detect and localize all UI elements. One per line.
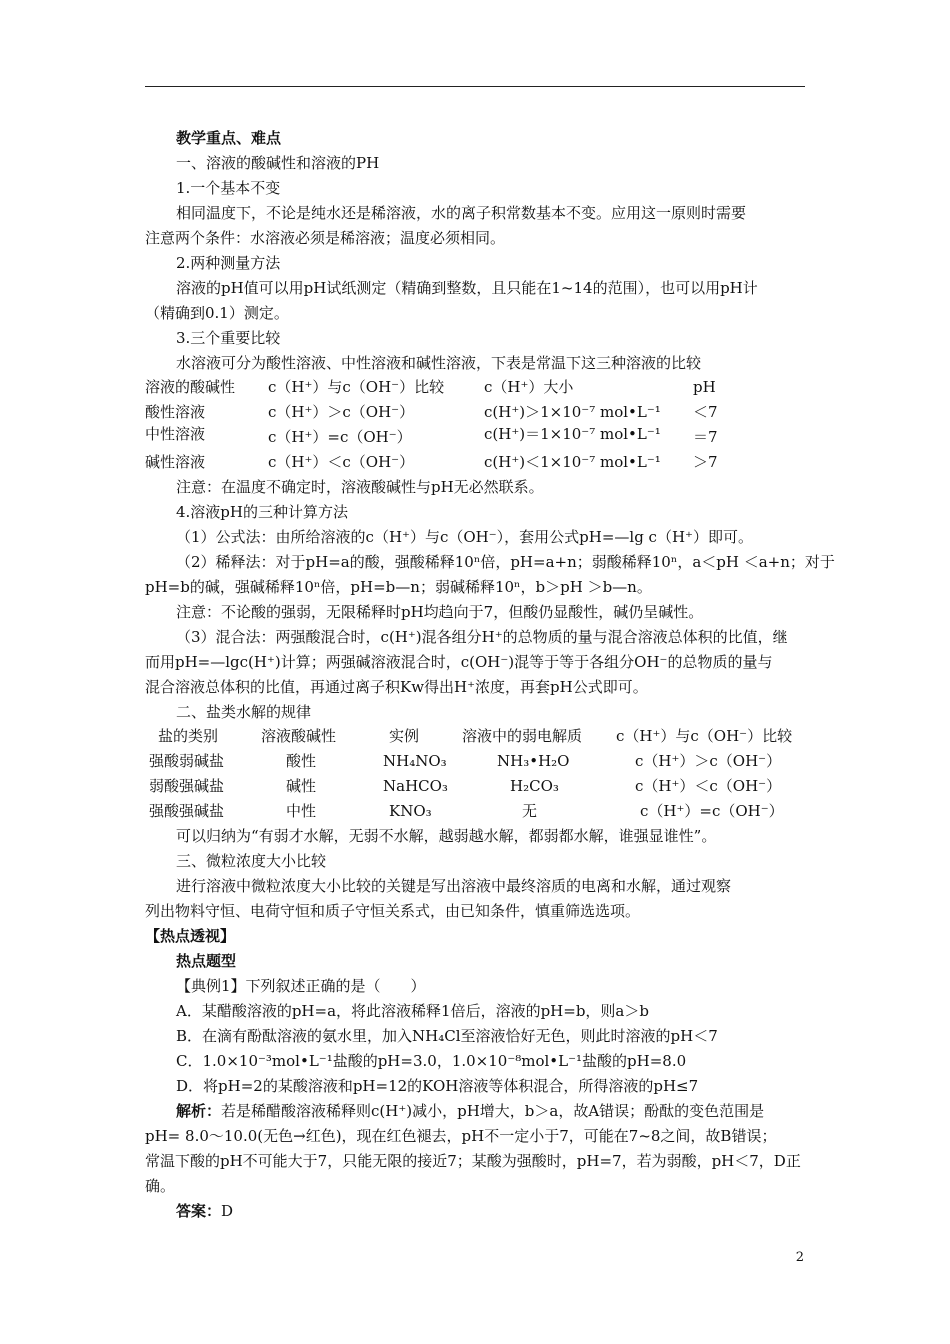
table-cell: 强酸弱碱盐 [149, 752, 225, 770]
table-cell: c（H⁺）＞c（OH⁻） [268, 403, 415, 421]
analysis-line: 常温下酸的pH不可能大于7，只能无限的接近7；某酸为强酸时，pH=7，若为弱酸，pH＜7，D正 [145, 1152, 801, 1170]
section-heading: 教学重点、难点 [176, 129, 282, 147]
table-cell: NH₄NO₃ [383, 752, 447, 770]
paragraph-line: 注意两个条件：水溶液必须是稀溶液；温度必须相同。 [145, 229, 506, 247]
table-cell: 弱酸强碱盐 [149, 777, 225, 795]
note-line: 注意：在温度不确定时，溶液酸碱性与pH无必然联系。 [176, 478, 544, 496]
table-cell: NaHCO₃ [383, 777, 448, 795]
paragraph-line: 混合溶液总体积的比值，再通过离子积Kw得出H⁺浓度，再套pH公式即可。 [145, 678, 648, 696]
table-header-cell: c（H⁺）与c（OH⁻）比较 [616, 727, 793, 745]
table-cell: ＞7 [693, 453, 718, 471]
table-cell: 碱性溶液 [145, 453, 206, 471]
option-a: A．某醋酸溶液的pH=a，将此溶液稀释1倍后，溶液的pH=b，则a＞b [176, 1002, 649, 1020]
analysis-line [176, 1101, 764, 1121]
table-header-cell: 盐的类别 [158, 727, 219, 745]
paragraph-line: 溶液的pH值可以用pH试纸测定（精确到整数，且只能在1~14的范围），也可以用pH计 [176, 279, 758, 297]
option-b: B．在滴有酚酞溶液的氨水里，加入NH₄Cl至溶液恰好无色，则此时溶液的pH＜7 [176, 1027, 718, 1045]
table-header-cell: 溶液中的弱电解质 [462, 727, 583, 745]
table-cell: 酸性 [286, 752, 317, 770]
table-cell: H₂CO₃ [510, 777, 559, 795]
paragraph-line: 进行溶液中微粒浓度大小比较的关键是写出溶液中最终溶质的电离和水解，通过观察 [176, 877, 732, 895]
table-cell: 中性 [286, 802, 317, 820]
subsection-title: 1.一个基本不变 [176, 179, 281, 197]
table-cell: c（H⁺）＜c（OH⁻） [268, 453, 415, 471]
subsection-title: 4.溶液pH的三种计算方法 [176, 503, 348, 521]
summary-line: 可以归纳为“有弱才水解，无弱不水解，越弱越水解，都弱都水解，谁强显谁性”。 [176, 827, 717, 845]
analysis-line: 确。 [145, 1177, 176, 1195]
answer-line [176, 1201, 233, 1221]
note-line: 注意：不论酸的强弱，无限稀释时pH均趋向于7，但酸仍显酸性，碱仍呈碱性。 [176, 603, 704, 621]
table-cell: ＝7 [693, 428, 718, 446]
answer-value: D [221, 1202, 234, 1220]
analysis-label: 解析： [176, 1102, 222, 1120]
option-d: D．将pH=2的某酸溶液和pH=12的KOH溶液等体积混合，所得溶液的pH≤7 [176, 1077, 699, 1095]
table-cell: c(H⁺)＝1×10⁻⁷ mol•L⁻¹ [484, 425, 661, 443]
paragraph-line: pH=b的碱，强碱稀释10ⁿ倍，pH=b—n；弱碱稀释10ⁿ，b＞pH ＞b—n。 [145, 578, 652, 596]
table-cell: 酸性溶液 [145, 403, 206, 421]
answer-label: 答案： [176, 1202, 222, 1220]
table-cell: c(H⁺)＜1×10⁻⁷ mol•L⁻¹ [484, 453, 661, 471]
table-cell: c（H⁺）＞c（OH⁻） [635, 752, 782, 770]
paragraph-line: （精确到0.1）测定。 [145, 304, 289, 322]
header-rule [145, 86, 805, 87]
page-number: 2 [795, 1250, 804, 1265]
paragraph-line: 列出物料守恒、电荷守恒和质子守恒关系式，由已知条件，慎重筛选选项。 [145, 902, 641, 920]
section-title-2: 二、盐类水解的规律 [176, 703, 312, 721]
paragraph-line: 而用pH=—lgc(H⁺)计算；两强碱溶液混合时，c(OH⁻)混等于等于各组分OH⁻的总物质的量与 [145, 653, 773, 671]
example-title: 【典例1】下列叙述正确的是（ ） [176, 977, 426, 995]
paragraph-line: （3）混合法：两强酸混合时，c(H⁺)混各组分H⁺的总物质的量与混合溶液总体积的比值，继 [176, 628, 788, 646]
table-cell: ＜7 [693, 403, 718, 421]
table-cell: c(H⁺)＞1×10⁻⁷ mol•L⁻¹ [484, 403, 661, 421]
paragraph-line: 相同温度下，不论是纯水还是稀溶液，水的离子积常数基本不变。应用这一原则时需要 [176, 204, 747, 222]
table-cell: c（H⁺）＜c（OH⁻） [635, 777, 782, 795]
table-cell: c（H⁺）=c（OH⁻） [268, 428, 412, 446]
section-title-3: 三、微粒浓度大小比较 [176, 852, 327, 870]
hot-topic-subtitle: 热点题型 [176, 952, 237, 970]
table-header-cell: 溶液酸碱性 [261, 727, 337, 745]
option-c: C．1.0×10⁻³mol•L⁻¹盐酸的pH=3.0，1.0×10⁻⁸mol•L⁻¹盐酸的pH=8.0 [176, 1052, 687, 1070]
subsection-title: 2.两种测量方法 [176, 254, 281, 272]
table-cell: 强酸强碱盐 [149, 802, 225, 820]
table-cell: 中性溶液 [145, 425, 206, 443]
table-header-cell: 溶液的酸碱性 [145, 378, 236, 396]
paragraph-line: （2）稀释法：对于pH=a的酸，强酸稀释10ⁿ倍，pH=a+n；弱酸稀释10ⁿ，a＜pH ＜a+n；对于 [176, 553, 835, 571]
analysis-line: pH= 8.0～10.0(无色→红色)，现在红色褪去，pH不一定小于7，可能在7~8之间，故B错误； [145, 1127, 777, 1145]
table-header-cell: pH [693, 378, 716, 396]
table-cell: c（H⁺）=c（OH⁻） [640, 802, 784, 820]
table-cell: 碱性 [286, 777, 317, 795]
section-title-1: 一、溶液的酸碱性和溶液的PH [176, 154, 380, 172]
paragraph-line: （1）公式法：由所给溶液的c（H⁺）与c（OH⁻），套用公式pH=—lg c（H⁺）即可。 [176, 528, 753, 546]
table-header-cell: c（H⁺）大小 [484, 378, 574, 396]
table-header-cell: 实例 [389, 727, 420, 745]
analysis-text: 若是稀醋酸溶液稀释则c(H⁺)减小，pH增大，b＞a，故A错误；酚酞的变色范围是 [221, 1102, 765, 1120]
subsection-title: 3.三个重要比较 [176, 329, 281, 347]
hot-topic-title: 【热点透视】 [145, 927, 236, 945]
table-header-cell: c（H⁺）与c（OH⁻）比较 [268, 378, 445, 396]
table-cell: NH₃•H₂O [497, 752, 570, 770]
paragraph-line: 水溶液可分为酸性溶液、中性溶液和碱性溶液，下表是常温下这三种溶液的比较 [176, 354, 702, 372]
table-cell: KNO₃ [389, 802, 432, 820]
table-cell: 无 [522, 802, 538, 820]
